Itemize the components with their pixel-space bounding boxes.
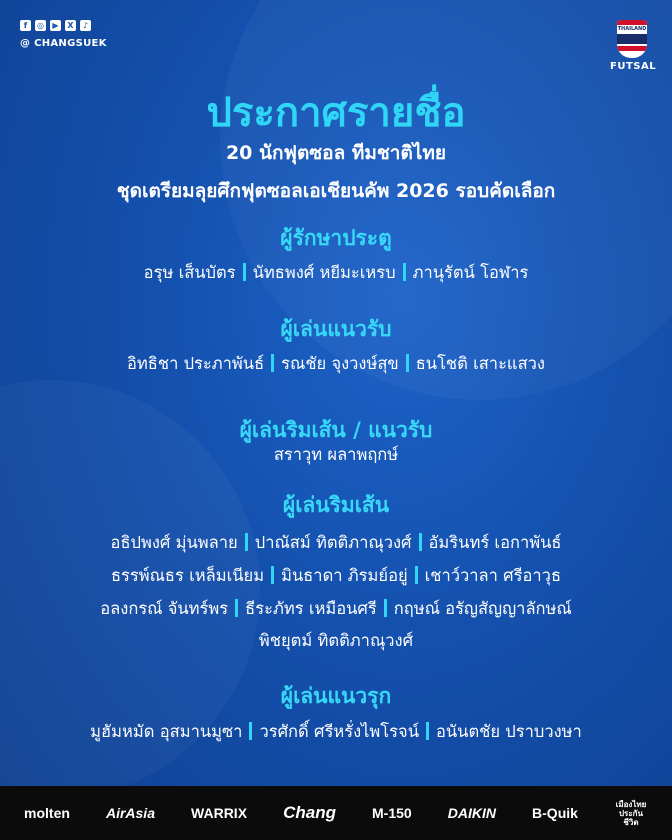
- page-title: ประกาศรายชื่อ: [206, 90, 466, 136]
- player-name: มินธาดา ภิรมย์อยู่: [281, 566, 408, 585]
- sponsor-warrix-logo: WARRIX: [191, 805, 248, 821]
- player-name: กฤษณ์ อรัญสัญญาลักษณ์: [393, 599, 572, 618]
- section-heading-defenders: ผู้เล่นแนวรับ: [280, 317, 392, 341]
- player-line: [0, 260, 672, 286]
- player-name: วรศักดิ์ ศรีหรั่งไพโรจน์: [259, 722, 419, 741]
- sponsor-airasia-logo: AirAsia: [105, 805, 155, 821]
- instagram-icon[interactable]: ◎: [35, 20, 46, 31]
- thailand-futsal-logo: [610, 20, 657, 72]
- youtube-icon[interactable]: ▶: [50, 20, 61, 31]
- player-name: รณชัย จุงวงษ์สุข: [281, 354, 399, 373]
- section-heading-winger-defender: ผู้เล่นริมเส้น / แนวรับ: [239, 418, 433, 442]
- x-icon[interactable]: X: [65, 20, 76, 31]
- player-name: ธนโชติ เสาะแสวง: [415, 354, 545, 373]
- player-name: อธิปพงศ์ มุ่นพลาย: [110, 533, 238, 552]
- section-heading-goalkeepers: ผู้รักษาประตู: [280, 226, 392, 250]
- separator: [243, 263, 246, 281]
- player-name: นัทธพงศ์ หยีมะเหรบ: [252, 263, 396, 282]
- player-line: [0, 628, 672, 654]
- player-line: [0, 351, 672, 377]
- section-heading-pivots: ผู้เล่นแนวรุก: [280, 684, 392, 708]
- separator: [245, 533, 248, 551]
- player-name: อัมรินทร์ เอกาพันธ์: [428, 533, 562, 552]
- facebook-icon[interactable]: f: [20, 20, 31, 31]
- player-name: เชาว์วาลา ศรีอาวุธ: [424, 566, 562, 585]
- logo-top-text: THAILAND: [617, 26, 647, 32]
- separator: [271, 354, 274, 372]
- sponsor-chang-logo: Chang: [283, 803, 336, 822]
- player-name: ธรรพ์ณธร เหล็มเนียม: [110, 566, 265, 585]
- tiktok-icon[interactable]: ♪: [80, 20, 91, 31]
- player-name: ปาณัสม์ ทิตติภาณุวงศ์: [254, 533, 412, 552]
- player-line: [0, 563, 672, 589]
- player-line: [0, 442, 672, 468]
- shield-icon: [617, 20, 647, 58]
- player-name: อลงกรณ์ จันทร์พร: [100, 599, 229, 618]
- logo-text: FUTSAL: [610, 61, 657, 72]
- separator: [415, 566, 418, 584]
- separator: [419, 533, 422, 551]
- player-line: [0, 719, 672, 745]
- player-name: ธีระภัทร เหมือนศรี: [245, 599, 377, 618]
- social-handle: @ CHANGSUEK: [20, 38, 107, 49]
- player-name: พิชยุตม์ ทิตติภาณุวงศ์: [258, 631, 414, 650]
- player-name: สราวุท ผลาพฤกษ์: [273, 445, 399, 464]
- section-heading-wingers: ผู้เล่นริมเส้น: [282, 493, 390, 517]
- player-name: อิทธิชา ประภาพันธ์: [127, 354, 265, 373]
- separator: [235, 599, 238, 617]
- sponsor-bar: [0, 786, 672, 840]
- separator: [384, 599, 387, 617]
- sponsor-molten-logo: molten: [24, 805, 70, 821]
- player-line: [0, 530, 672, 556]
- sponsor-m150-logo: M-150: [372, 805, 412, 821]
- player-line: [0, 596, 672, 622]
- sponsor-muangthai-logo: เมืองไทย ประกันชีวิต: [615, 799, 647, 827]
- player-name: มูฮัมหมัด อุสมานมูซา: [90, 722, 243, 741]
- sponsor-bquik-logo: B-Quik: [532, 805, 578, 821]
- separator: [403, 263, 406, 281]
- separator: [271, 566, 274, 584]
- separator: [406, 354, 409, 372]
- player-name: ภานุรัตน์ โอฬาร: [412, 263, 529, 282]
- separator: [426, 722, 429, 740]
- player-name: อรุษ เส็นบัตร: [143, 263, 236, 282]
- subtitle: ชุดเตรียมลุยศึกฟุตซอลเอเชียนคัพ 2026 รอบคัดเลือก: [116, 180, 556, 202]
- player-name: อนันตชัย ปราบวงษา: [435, 722, 582, 741]
- separator: [249, 722, 252, 740]
- subtitle: 20 นักฟุตซอล ทีมชาติไทย: [225, 142, 447, 164]
- sponsor-daikin-logo: DAIKIN: [447, 805, 496, 821]
- social-icons: [20, 20, 91, 31]
